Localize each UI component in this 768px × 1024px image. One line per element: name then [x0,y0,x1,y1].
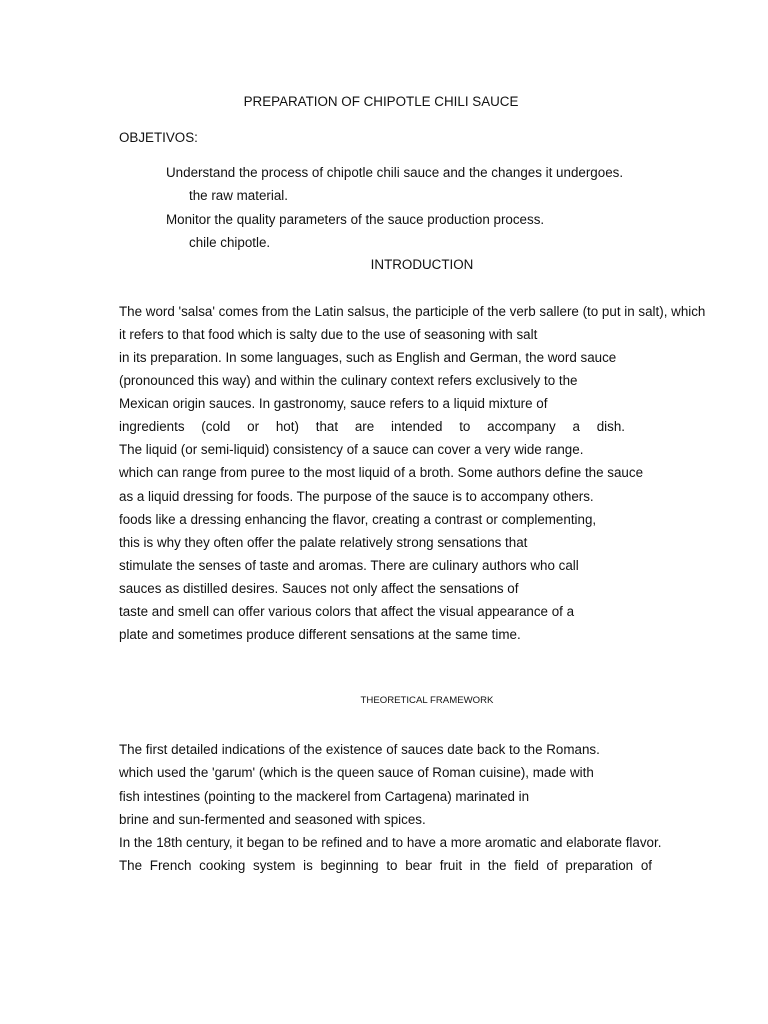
paragraph-line: Mexican origin sauces. In gastronomy, sauce refers to a liquid mixture of [119,396,548,411]
document-title: PREPARATION OF CHIPOTLE CHILI SAUCE [243,94,519,109]
paragraph-line: stimulate the senses of taste and aromas. There are culinary authors who call [119,558,579,573]
objective-item-1 [166,165,623,181]
paragraph-line: foods like a dressing enhancing the flavor, creating a contrast or complementing, [119,512,597,527]
theoretical-framework-heading: THEORETICAL FRAMEWORK [360,695,494,706]
introduction-heading: INTRODUCTION [370,257,474,272]
paragraph-line: The first detailed indications of the existence of sauces date back to the Romans. [119,742,600,757]
paragraph-line: as a liquid dressing for foods. The purpose of the sauce is to accompany others. [119,489,594,504]
objective-text: Understand the process of chipotle chili sauce and the changes it undergoes. [166,165,624,180]
objectives-label: OBJETIVOS: [119,130,198,145]
paragraph-line: in its preparation. In some languages, such as English and German, the word sauce [119,350,617,365]
paragraph-line: sauces as distilled desires. Sauces not only affect the sensations of [119,581,519,596]
paragraph-line: this is why they often offer the palate relatively strong sensations that [119,535,528,550]
objective-continuation: the raw material. [189,188,288,203]
paragraph-line: The French cooking system is beginning to bear fruit in the field of preparation of [119,858,652,873]
paragraph-line: ingredients (cold or hot) that are intended to accompany a dish. [119,419,625,434]
paragraph-line: which can range from puree to the most liquid of a broth. Some authors define the sauce [119,465,644,480]
paragraph-line: which used the 'garum' (which is the queen sauce of Roman cuisine), made with [119,765,594,780]
paragraph-line: plate and sometimes produce different sensations at the same time. [119,627,521,642]
paragraph-line: it refers to that food which is salty due to the use of seasoning with salt [119,327,538,342]
objective-text: Monitor the quality parameters of the sauce production process. [166,212,545,227]
paragraph-line: The word 'salsa' comes from the Latin salsus, the participle of the verb sallere (to put in salt), which [119,304,706,319]
objective-continuation: chile chipotle. [189,235,271,250]
paragraph-line: brine and sun-fermented and seasoned with spices. [119,812,426,827]
paragraph-line: fish intestines (pointing to the mackerel from Cartagena) marinated in [119,789,530,804]
objective-item-2 [166,212,544,228]
paragraph-line: taste and smell can offer various colors that affect the visual appearance of a [119,604,575,619]
paragraph-line: The liquid (or semi-liquid) consistency of a sauce can cover a very wide range. [119,442,584,457]
paragraph-line: In the 18th century, it began to be refined and to have a more aromatic and elaborate flavor. [119,835,662,850]
paragraph-line: (pronounced this way) and within the culinary context refers exclusively to the [119,373,578,388]
